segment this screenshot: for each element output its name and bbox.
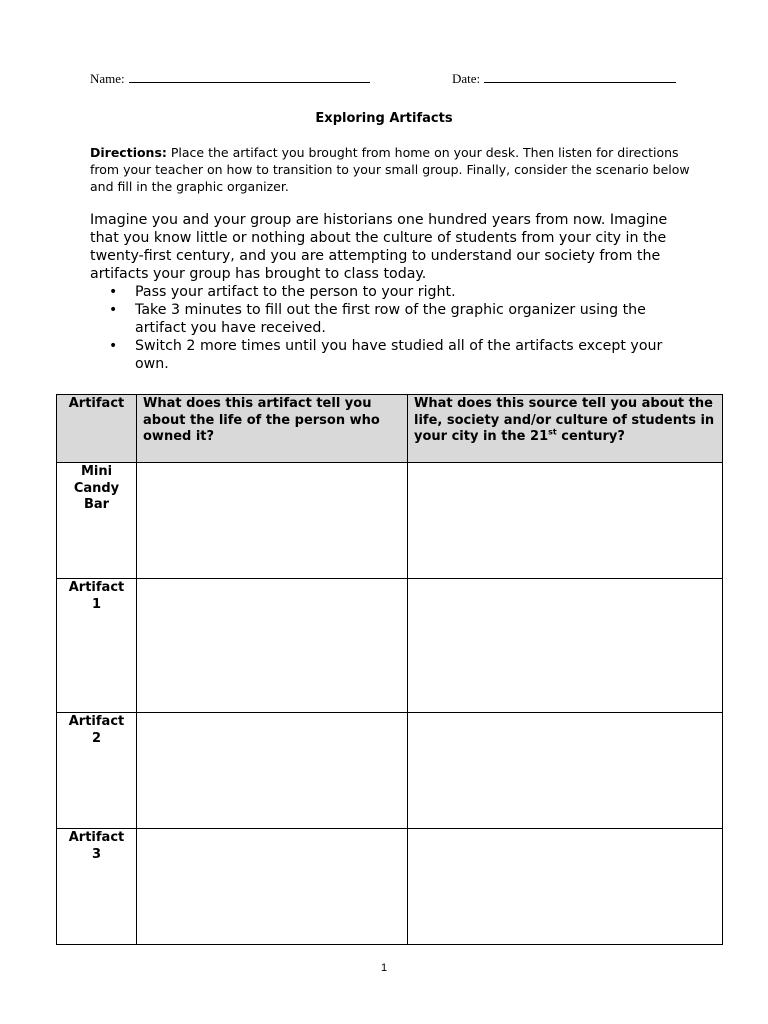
date-blank-line[interactable] bbox=[484, 70, 676, 83]
name-label: Name: bbox=[90, 71, 125, 86]
header-society: What does this source tell you about the life, society and/or culture of students in your city in the 21st century? bbox=[408, 395, 723, 463]
society-cell[interactable] bbox=[408, 713, 723, 829]
page-title: Exploring Artifacts bbox=[315, 111, 453, 126]
bullet-icon: • bbox=[109, 302, 118, 318]
name-blank-line[interactable] bbox=[129, 70, 370, 83]
life-cell[interactable] bbox=[137, 463, 408, 579]
instruction-list bbox=[90, 283, 680, 373]
society-cell[interactable] bbox=[408, 579, 723, 713]
table-header-row bbox=[57, 395, 723, 463]
row-label: Artifact 1 bbox=[57, 579, 137, 713]
table-row bbox=[57, 829, 723, 945]
life-cell[interactable] bbox=[137, 829, 408, 945]
bullet-icon: • bbox=[109, 284, 118, 300]
bullet-icon: • bbox=[109, 338, 118, 354]
name-field[interactable] bbox=[90, 70, 370, 87]
society-cell[interactable] bbox=[408, 829, 723, 945]
scenario-paragraph: Imagine you and your group are historians one hundred years from now. Imagine that you know little or nothing about the culture of students from your city in the twenty-first century, and you are attempting to understand our society from the artifacts your group has brought to class today. bbox=[90, 212, 668, 282]
life-cell[interactable] bbox=[137, 579, 408, 713]
list-item: • Pass your artifact to the person to your right. bbox=[109, 284, 456, 300]
date-label: Date: bbox=[452, 71, 481, 86]
directions-paragraph bbox=[90, 144, 690, 195]
header-artifact: Artifact bbox=[57, 395, 137, 463]
scenario-section bbox=[90, 211, 680, 373]
date-field[interactable] bbox=[452, 70, 676, 87]
page-number: 1 bbox=[380, 962, 388, 974]
list-item: • Switch 2 more times until you have studied all of the artifacts except your own. bbox=[109, 338, 663, 372]
row-label: Mini Candy Bar bbox=[57, 463, 137, 579]
row-label: Artifact 3 bbox=[57, 829, 137, 945]
table-row bbox=[57, 713, 723, 829]
graphic-organizer-table bbox=[56, 394, 723, 945]
header-life: What does this artifact tell you about the life of the person who owned it? bbox=[137, 395, 408, 463]
table-row bbox=[57, 463, 723, 579]
directions-text: Place the artifact you brought from home on your desk. Then listen for directions from your teacher on how to transition to your small group. Finally, consider the scenario below and fill in the graphic organizer. bbox=[90, 145, 690, 194]
table-row bbox=[57, 579, 723, 713]
society-cell[interactable] bbox=[408, 463, 723, 579]
life-cell[interactable] bbox=[137, 713, 408, 829]
row-label: Artifact 2 bbox=[57, 713, 137, 829]
directions-label: Directions: bbox=[90, 145, 167, 160]
list-item: • Take 3 minutes to fill out the first row of the graphic organizer using the artifact you have received. bbox=[109, 302, 646, 336]
